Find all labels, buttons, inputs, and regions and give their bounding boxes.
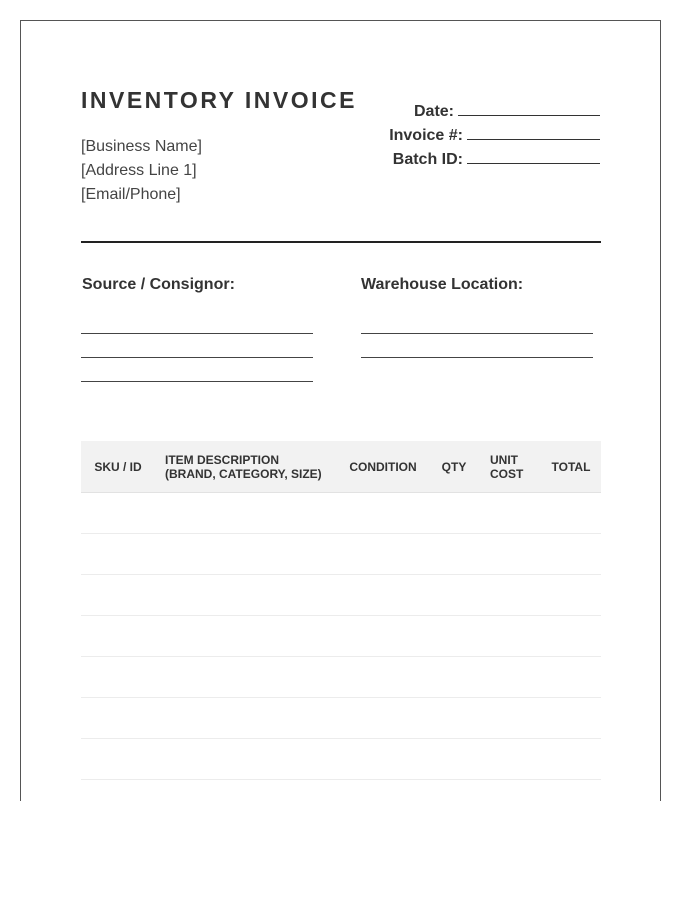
column-header-condition: CONDITION xyxy=(349,459,417,474)
invoice-meta xyxy=(370,99,600,171)
invoice-title: INVENTORY INVOICE xyxy=(81,87,357,113)
date-label: Date: xyxy=(413,103,454,120)
column-header-unit-cost: UNIT COST xyxy=(490,452,524,481)
warehouse-line-1[interactable] xyxy=(361,333,593,334)
table-row[interactable] xyxy=(81,616,601,657)
invoice-sheet xyxy=(20,20,661,801)
source-line-1[interactable] xyxy=(81,333,313,334)
date-row xyxy=(370,99,600,123)
column-header-description: ITEM DESCRIPTION (BRAND, CATEGORY, SIZE) xyxy=(165,452,322,481)
line-items-table xyxy=(81,441,601,780)
table-row[interactable] xyxy=(81,657,601,698)
source-line-3[interactable] xyxy=(81,381,313,382)
warehouse-location-label: Warehouse Location: xyxy=(361,276,524,293)
invoice-number-row xyxy=(370,123,600,147)
invoice-number-field[interactable] xyxy=(467,123,600,140)
table-row[interactable] xyxy=(81,534,601,575)
warehouse-line-2[interactable] xyxy=(361,357,593,358)
header-divider xyxy=(81,241,601,243)
business-info xyxy=(81,135,202,207)
invoice-number-label: Invoice #: xyxy=(389,127,463,144)
table-row[interactable] xyxy=(81,575,601,616)
table-row[interactable] xyxy=(81,698,601,739)
source-consignor-label: Source / Consignor: xyxy=(82,276,235,293)
column-header-sku: SKU / ID xyxy=(94,459,142,474)
business-contact-line: [Email/Phone] xyxy=(81,186,181,203)
table-row[interactable] xyxy=(81,493,601,534)
table-header xyxy=(81,441,601,493)
batch-id-row xyxy=(370,147,600,171)
batch-id-label: Batch ID: xyxy=(392,151,463,168)
table-body xyxy=(81,493,601,780)
table-row[interactable] xyxy=(81,739,601,780)
date-field[interactable] xyxy=(458,99,600,116)
column-header-total: TOTAL xyxy=(551,459,591,474)
batch-id-field[interactable] xyxy=(467,147,600,164)
source-line-2[interactable] xyxy=(81,357,313,358)
business-address-line: [Address Line 1] xyxy=(81,162,197,179)
column-header-qty: QTY xyxy=(441,459,467,474)
business-name-line: [Business Name] xyxy=(81,138,202,155)
